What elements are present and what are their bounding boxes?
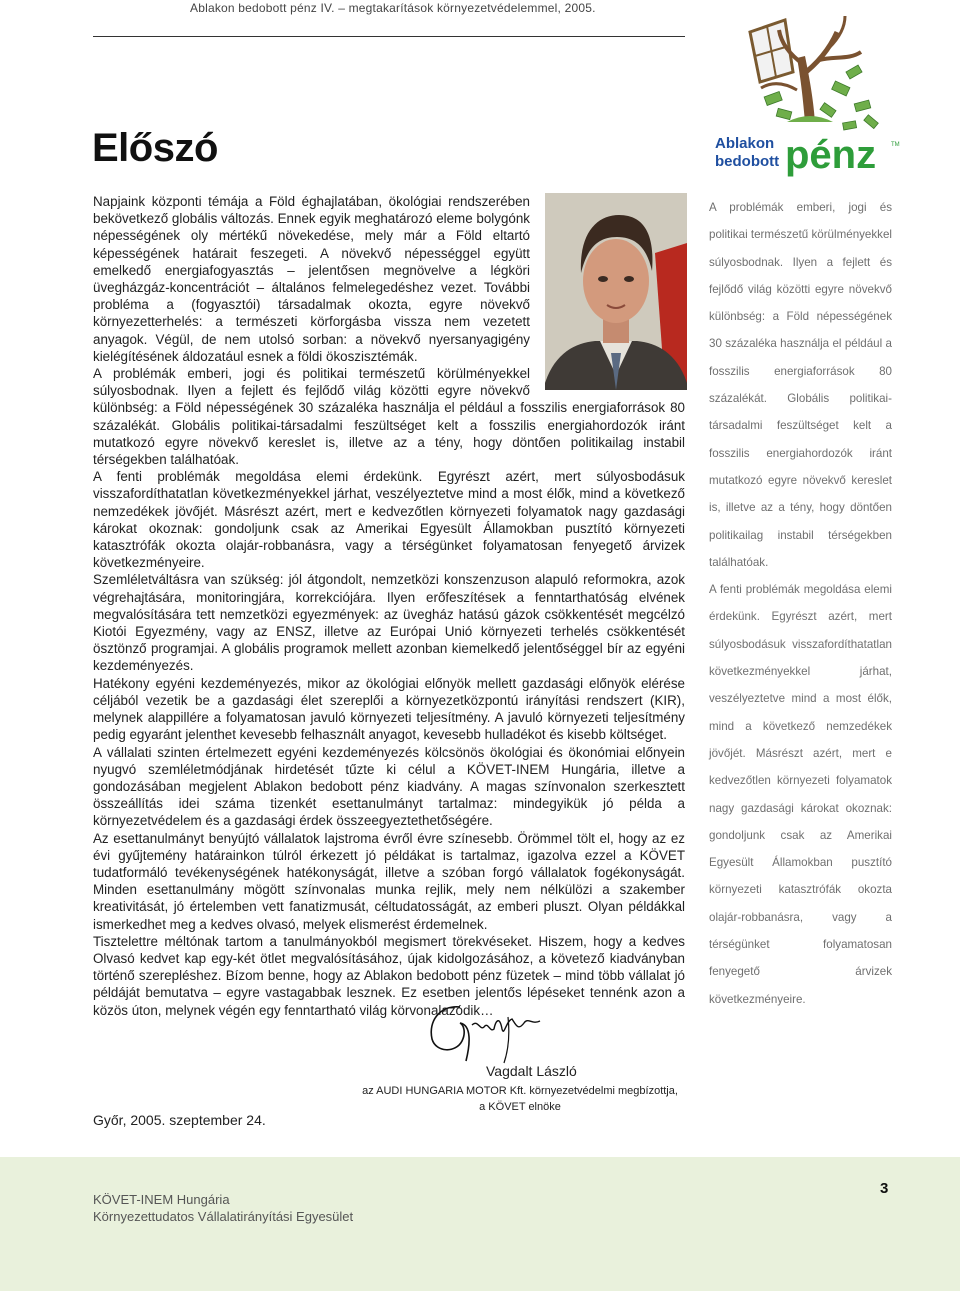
body-paragraph: Szemléletváltásra van szükség: jól átgondolt, nemzetközi konszenzuson alapuló reformokra, azok végrehajtására, monitoringjára, korrekciójára. Ilyen erőfeszítések a fenntarthatóság elvének megvalósítására tett nemzetközi egyezmények: az üvegház hatású gázok csökkentését megcélzó Kiotói Egyezmény, vagy az ENSZ, illetve az Európai Unió környezeti terhelés csökkentését ösztönző programjai. A globális programok mellett azonban kiemelkedő jelentőséggel bír az egyéni kezdeményezés. — [93, 572, 685, 674]
body-paragraph: A problémák emberi, jogi és politikai természetű körülményekkel súlyosbodnak. Ilyen a fejlett és fejlődő világ közötti egyre növekvő különbség: a Föld népességének 30 százaléka használja el például a fosszilis energiaforrások 80 százalékát. Globális politikai-társadalmi feszültséget kelt a fosszilis energiahordozók iránt mutatkozó egyre növekvő kereslet is, illetve az a tény, hogy döntően politikailag instabil térségekben találhatóak. — [93, 366, 685, 468]
photo-space — [536, 193, 686, 393]
body-paragraph: A vállalati szinten értelmezett egyéni kezdeményezés kölcsönös ökológiai és ökonómiai előnyein nyugvó szemléletmódjának hirdetését tűzte ki célul a KÖVET-INEM Hungária, illetve a gondozásában megjelent Ablakon bedobott pénz kiadvány. A magas színvonalon szerkesztett összeállítás idei száma tizenkét esettanulmányt tartalmaz: mindegyikük jó példa a környezetvédelem és a gazdasági érdek összeegyeztethetőségére. — [93, 744, 685, 829]
footer-org-name: KÖVET-INEM Hungária — [93, 1192, 230, 1207]
signatory-role-line: a KÖVET elnöke — [479, 1101, 561, 1113]
sidebar-paragraph: A fenti problémák megoldása elemi érdekünk. Egyrészt azért, mert súlyosbodásuk visszafordíthatatlan következményekkel járhat, veszélyeztetve mind a most élők, mind a következő nemzedékek jövőjét. Másrészt azért, mert e kedvezőtlen környezeti folyamatok nagy gazdasági károkat okoznak: gondoljunk csak az Amerikai Egyesült Államokban pusztító környezeti katasztrófák okozta olajár-robbanásra, vagy a térségünket folyamatosan fenyegető árvizek következményeire. — [709, 583, 892, 1006]
signatory-role — [310, 1083, 730, 1115]
body-paragraph: A fenti problémák megoldása elemi érdekünk. Egyrészt azért, mert súlyosbodásuk visszafordíthatatlan következményekkel járhat, veszélyeztetve mind a most élők, mind a következő nemzedékek jövőjét. Másrészt azért, mert e kedvezőtlen környezeti folyamatok nagy gazdasági károkat okoznak: gondoljunk csak az Amerikai Egyesült Államokban pusztító környezeti katasztrófák okozta olajár-robbanásra, vagy a térségünket folyamatosan fenyegető árvizek következményeire. — [93, 469, 685, 571]
running-header: Ablakon bedobott pénz IV. – megtakarítások környezetvédelemmel, 2005. — [190, 1, 596, 15]
logo-trademark: TM — [891, 142, 900, 148]
body-paragraph: Az esettanulmányt benyújtó vállalatok lajstroma évről évre színesebb. Örömmel tölt el, hogy az ez évi gyűjtemény határainkon túlról érkezett jó példákat is tartalmaz, igazolva ezzel a KÖVET tudatformáló tevékenységének hatékonyságát, illetve a szóban forgó vállalatok fogékonyságát. Minden esettanulmány mögött színvonalas munka rejlik, mely nem nélkülözi a szakember kreativitását, jó értelemben vett fanatizmusát, céltudatosságát, az emberi pluszt. Olyan példákkal ismerkedhet meg a kedves olvasó, melyek elismerést érdemelnek. — [93, 830, 685, 932]
footer-organization — [93, 1191, 353, 1225]
logo-penz: pénz — [785, 133, 877, 177]
header-divider — [93, 36, 685, 37]
body-paragraph: Tisztelettre méltónak tartom a tanulmányokból megismert törekvéseket. Hiszem, hogy a kedves Olvasó kedvet kap egy-két ötlet megvalósításához, újak kidolgozásához, a követező kiadványban történő szerepléshez. Bízom benne, hogy az Ablakon bedobott pénz füzetek – mind több vállalat jó példáját bemutatva – egyre vastagabbak lesznek. Ez esetben jelentős lépéseket tennénk azon a közös úton, melynek végén egy fenntartható világ körvonalazódik… — [93, 933, 685, 1018]
page-title: Előszó — [92, 126, 218, 170]
main-body-text — [93, 193, 685, 1019]
handwritten-signature — [420, 995, 555, 1065]
signatory-role-line: az AUDI HUNGARIA MOTOR Kft. környezetvédelmi megbízottja, — [362, 1085, 678, 1097]
logo-ablakon: Ablakon — [715, 135, 775, 152]
place-date: Győr, 2005. szeptember 24. — [93, 1112, 266, 1128]
page-number: 3 — [880, 1180, 889, 1197]
signatory-name: Vagdalt László — [486, 1063, 577, 1079]
sidebar-paragraph: A problémák emberi, jogi és politikai természetű körülményekkel súlyosbodnak. Ilyen a fejlett és fejlődő világ közötti egyre növekvő különbség: a Föld népességének 30 százaléka használja el például a fosszilis energiaforrások 80 százalékát. Globális politikai-társadalmi feszültséget kelt a fosszilis energiahordozók iránt mutatkozó egyre növekvő kereslet is, illetve az a tény, hogy döntően politikailag instabil térségekben találhatóak. — [709, 201, 892, 569]
body-paragraph: Napjaink központi témája a Föld éghajlatában, ökológiai rendszerében bekövetkező globális változás. Ennek egyik meghatározó eleme bolygónk népességének oly mértékű növekedése, mely már a Föld eltartó képességének határait feszegeti. A növekvő népességgel együtt emelkedő energiafogyasztás – jelentősen megnövelve a légköri üvegházgáz-koncentrációt – általános felmelegedéshez vezet. További probléma a (fogyasztói) társadalmak okozta, egyre növekvő környezetterhelés: a természeti körforgásba vissza nem vezetett anyagok. Végül, de nem utolsó sorban: a növekvő nyersanyagigény kielégítésének áldozatául esnek a földi ökoszisztémák. — [93, 194, 530, 364]
footer-org-subtitle: Környezettudatos Vállalatirányítási Egyesület — [93, 1209, 354, 1224]
ablakon-bedobott-penz-logo — [705, 10, 915, 185]
body-paragraph: Hatékony egyéni kezdeményezés, mikor az ökológiai előnyök mellett gazdasági előnyök elérése céljából vezetik be a gazdasági élet szereplői a környezetközpontú irányítási rendszert (KIR), melynek alappillére a folyamatosan javuló környezeti teljesítmény. A javuló környezeti teljesítmény pedig egyaránt jelenthet kevesebb felhasznált anyagot, kevesebb hulladékot és kisebb költséget. — [93, 675, 685, 743]
sidebar-pull-quote — [709, 194, 892, 1013]
logo-bedobott: bedobott — [715, 153, 780, 170]
